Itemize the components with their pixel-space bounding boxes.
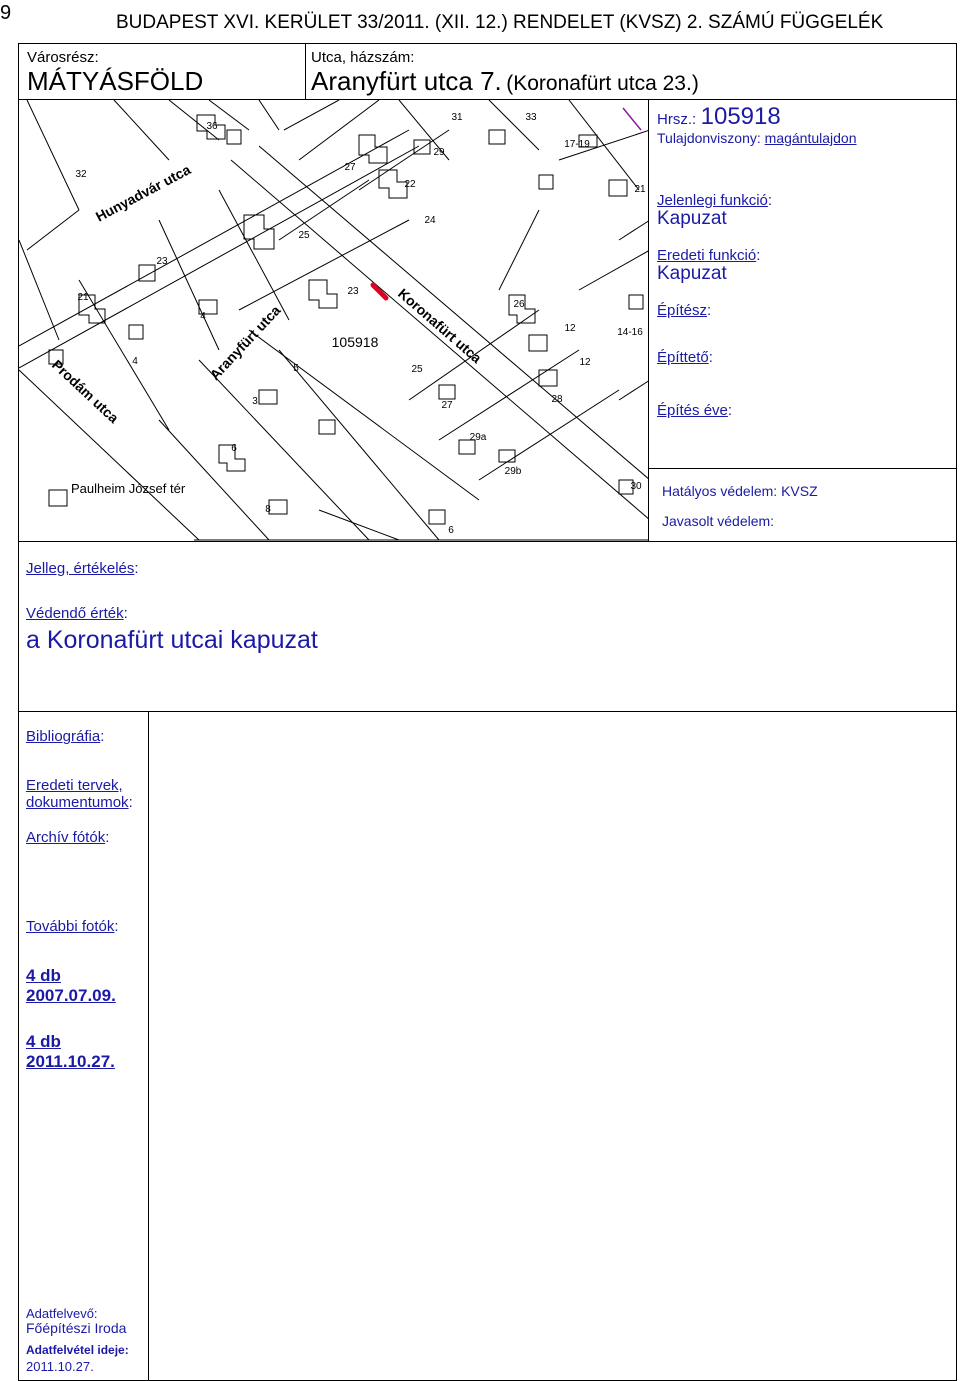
photo-set-1-date[interactable]: 2007.07.09. [26, 986, 116, 1005]
original-function-label: Eredeti funkció: [657, 247, 761, 264]
protected-value-label: Védendő érték: [26, 605, 128, 622]
parcel-number: 24 [424, 215, 436, 226]
current-function-label: Jelenlegi funkció: [657, 192, 773, 209]
recorder-value: Főépítészi Iroda [26, 1320, 127, 1336]
effective-protection-label: Hatályos védelem [662, 483, 774, 499]
street-label-paulheim: Paulheim József tér [71, 481, 186, 496]
site-map [19, 100, 649, 542]
street-value-main: Aranyfürt utca 7. [311, 66, 502, 96]
street-value-alt: (Koronafürt utca 23.) [506, 72, 699, 95]
photo-area [148, 711, 957, 1381]
original-plans-label: Eredeti tervek, dokumentumok: [26, 777, 133, 811]
hrsz-label: Hrsz.: [657, 111, 697, 128]
street-label-koronafurt: Koronafürt utca [395, 285, 485, 367]
original-function-value: Kapuzat [657, 263, 727, 284]
parcel-number: 12 [579, 357, 591, 368]
effective-protection: Hatályos védelem: KVSZ [662, 483, 818, 499]
photo-set-2-count[interactable]: 4 db [26, 1032, 61, 1051]
ownership-value: magántulajdon [764, 130, 857, 146]
parcel-number: 25 [411, 364, 423, 375]
parcel-number: 22 [404, 179, 416, 190]
character-label: Jelleg, értékelés: [26, 560, 139, 577]
street-label-hunyadvar: Hunyadvár utca [92, 161, 194, 225]
evaluation-section [18, 541, 957, 712]
hrsz-value: 105918 [700, 103, 781, 130]
record-date-value: 2011.10.27. [26, 1359, 94, 1374]
more-photos-label: További fotók: [26, 918, 119, 935]
parcel-number: 31 [451, 112, 463, 123]
header-title: BUDAPEST XVI. KERÜLET 33/2011. (XII. 12.) RENDELET (KVSZ) 2. SZÁMÚ FÜGGELÉK [116, 12, 884, 33]
protected-value: a Koronafürt utcai kapuzat [26, 626, 318, 654]
parcel-number: 4 [132, 356, 138, 367]
hrsz-line [657, 103, 781, 131]
street-value [311, 66, 699, 97]
district-value: MÁTYÁSFÖLD [27, 66, 204, 96]
parcel-number: 29 [433, 147, 445, 158]
proposed-protection: Javasolt védelem: [662, 513, 775, 529]
parcel-number: 26 [513, 299, 525, 310]
recorder-label: Adatfelvevő: [26, 1306, 98, 1321]
map-frame [18, 99, 649, 542]
parcel-number: 17-19 [564, 139, 590, 150]
builder-label: Építtető: [657, 349, 713, 366]
parcel-number: 28 [551, 394, 563, 405]
parcel-number: 33 [525, 112, 537, 123]
current-function-value: Kapuzat [657, 208, 727, 229]
parcel-number: 32 [75, 169, 87, 180]
info-panel [648, 99, 957, 469]
street-box [305, 43, 957, 100]
parcel-number: 4 [200, 311, 206, 322]
parcel-number: 6 [448, 525, 454, 536]
proposed-protection-label: Javasolt védelem [662, 513, 771, 529]
photo-set-1-count[interactable]: 4 db [26, 966, 61, 985]
ownership-label: Tulajdonviszony: [657, 130, 761, 146]
parcel-number: 5 [293, 363, 299, 374]
parcel-number: 21 [77, 292, 89, 303]
protection-panel [648, 468, 957, 542]
parcel-number: 36 [206, 121, 218, 132]
documentation-left [18, 711, 149, 1381]
archive-photos-label: Archív fótók: [26, 829, 110, 846]
parcel-number: 25 [298, 230, 310, 241]
parcel-number: 21 [634, 184, 646, 195]
parcel-number: 27 [344, 162, 356, 173]
parcel-number: 12 [564, 323, 576, 334]
parcel-number: 23 [347, 286, 359, 297]
parcel-number: 3 [252, 396, 258, 407]
bibliography-label: Bibliográfia: [26, 728, 105, 745]
parcel-number: 14-16 [617, 327, 643, 338]
architect-label: Építész: [657, 302, 712, 319]
parcel-number: 30 [630, 481, 642, 492]
street-label-prodam: Prodám utca [48, 356, 122, 427]
parcel-number: 27 [441, 400, 453, 411]
parcel-number: 29b [504, 466, 522, 477]
photo-set-2-date[interactable]: 2011.10.27. [26, 1052, 115, 1071]
parcel-number: 23 [156, 256, 168, 267]
parcel-number: 6 [231, 443, 237, 454]
ownership-line [657, 130, 857, 146]
page-number: 9 [0, 2, 12, 24]
district-box [18, 43, 306, 100]
effective-protection-value: KVSZ [781, 483, 818, 499]
street-label: Utca, házszám: [311, 49, 415, 66]
record-date-label: Adatfelvétel ideje: [26, 1343, 129, 1357]
parcel-number: 29a [469, 432, 487, 443]
street-label-aranyfurt: Aranyfürt utca [206, 302, 284, 384]
build-year-label: Építés éve: [657, 402, 733, 419]
parcel-number: 8 [265, 504, 271, 515]
parcel-number: 105918 [331, 334, 379, 350]
district-label: Városrész: [27, 49, 99, 66]
